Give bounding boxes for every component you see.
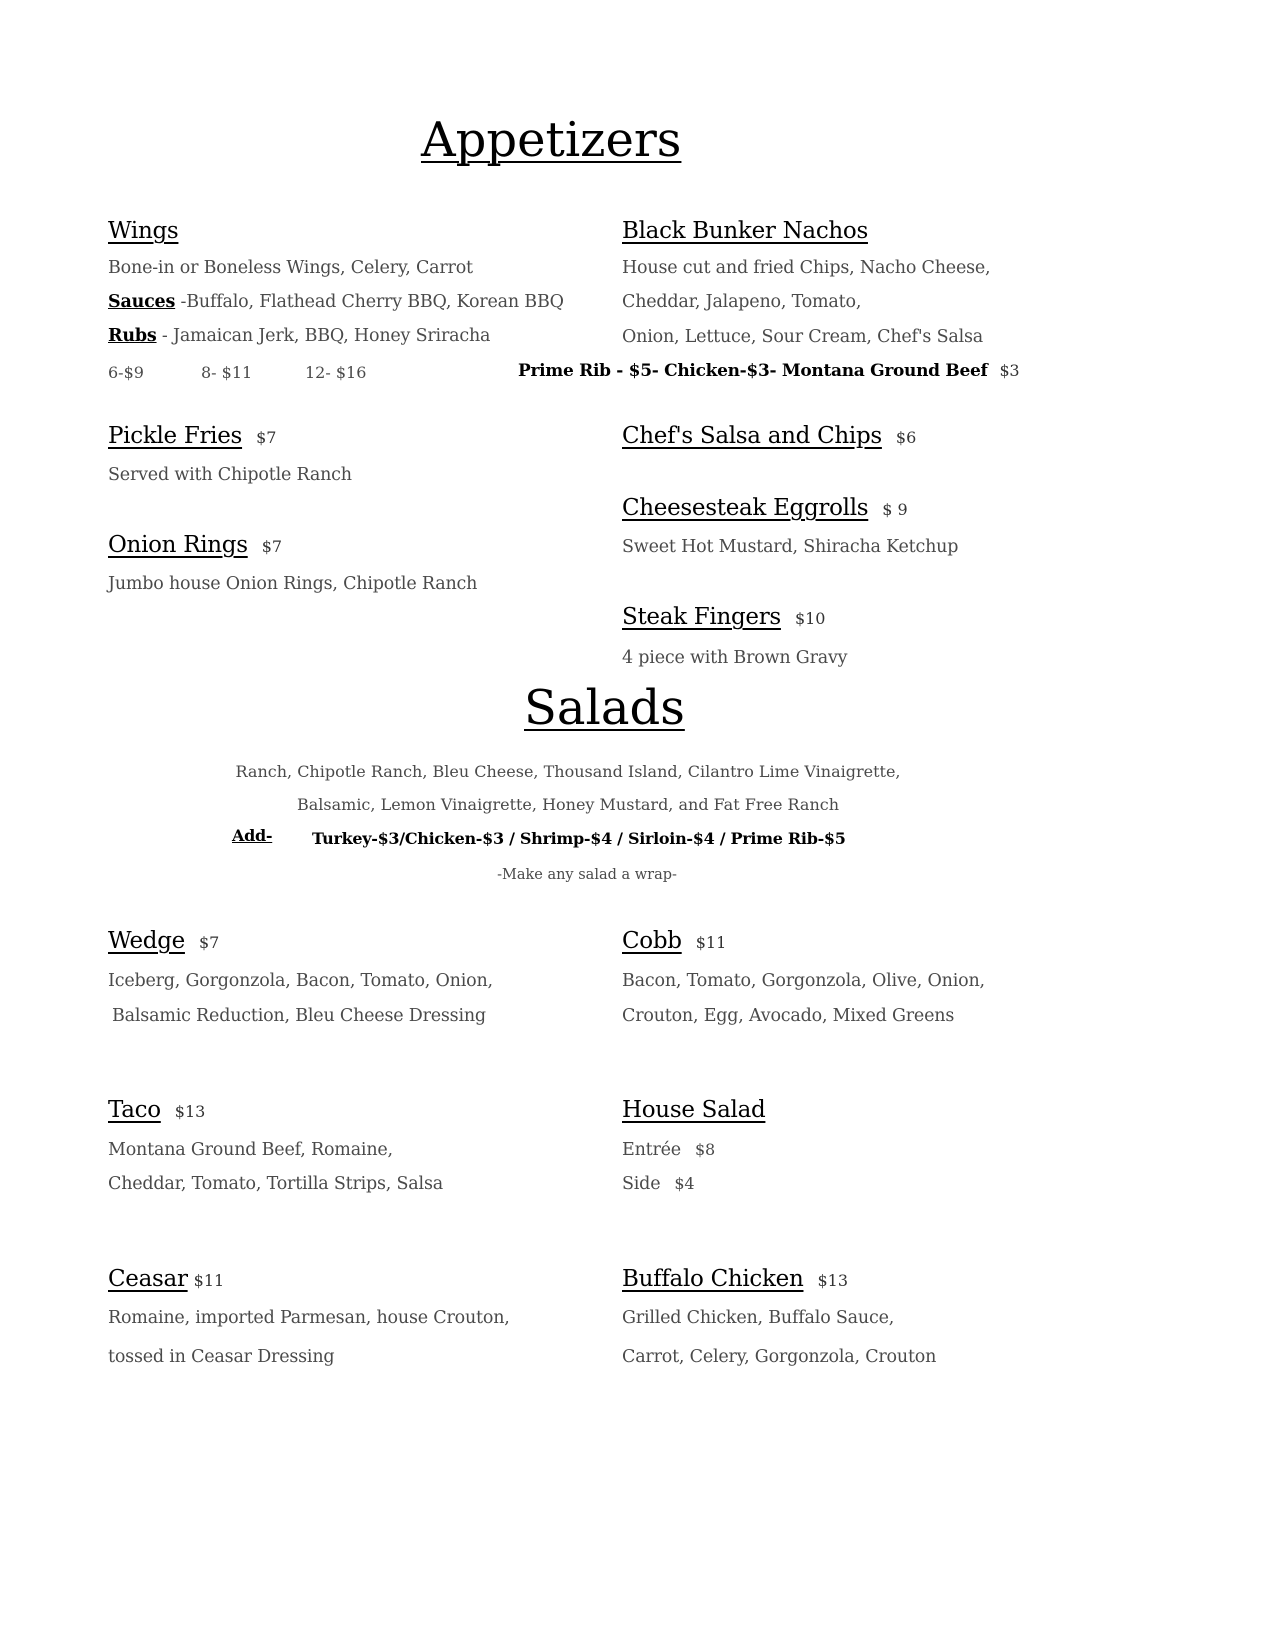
onion-rings-title: Onion Rings <box>108 532 248 558</box>
buffalo-header <box>622 1266 848 1292</box>
rubs-label: Rubs <box>108 326 157 346</box>
ceasar-line-2: tossed in Ceasar Dressing <box>108 1347 335 1367</box>
pickle-fries-title: Pickle Fries <box>108 423 243 449</box>
onion-rings-description: Jumbo house Onion Rings, Chipotle Ranch <box>108 574 478 594</box>
eggrolls-header <box>622 495 908 521</box>
wings-price-8: 8- $11 <box>201 363 253 382</box>
steak-fingers-price: $10 <box>794 609 826 628</box>
nachos-addons <box>518 361 1019 381</box>
steak-fingers-header <box>622 604 825 630</box>
nachos-addons-price: $3 <box>999 361 1020 380</box>
cobb-line-1: Bacon, Tomato, Gorgonzola, Olive, Onion, <box>622 971 985 991</box>
house-entree-label: Entrée <box>622 1140 681 1160</box>
steak-fingers-title: Steak Fingers <box>622 604 781 630</box>
wedge-price: $7 <box>198 933 220 952</box>
taco-title: Taco <box>108 1097 161 1123</box>
eggrolls-description: Sweet Hot Mustard, Shiracha Ketchup <box>622 537 959 557</box>
buffalo-price: $13 <box>817 1271 849 1290</box>
onion-rings-price: $7 <box>261 537 283 556</box>
pickle-fries-header <box>108 423 276 449</box>
nachos-line-1: House cut and fried Chips, Nacho Cheese, <box>622 258 991 278</box>
salsa-chips-header <box>622 423 916 449</box>
nachos-line-2: Cheddar, Jalapeno, Tomato, <box>622 292 862 312</box>
house-side <box>622 1174 694 1194</box>
house-salad-title: House Salad <box>622 1097 766 1123</box>
house-entree <box>622 1140 715 1160</box>
add-options: Turkey-$3/Chicken-$3 / Shrimp-$4 / Sirloin-$4 / Prime Rib-$5 <box>312 829 846 848</box>
steak-fingers-description: 4 piece with Brown Gravy <box>622 648 848 668</box>
house-side-price: $4 <box>674 1174 695 1193</box>
taco-line-2: Cheddar, Tomato, Tortilla Strips, Salsa <box>108 1174 443 1194</box>
ceasar-title: Ceasar <box>108 1266 188 1292</box>
sauces-label: Sauces <box>108 292 176 312</box>
buffalo-line-1: Grilled Chicken, Buffalo Sauce, <box>622 1308 895 1328</box>
buffalo-line-2: Carrot, Celery, Gorgonzola, Crouton <box>622 1347 937 1367</box>
wings-sauces-line <box>108 292 564 312</box>
wings-description: Bone-in or Boneless Wings, Celery, Carrot <box>108 258 473 278</box>
ceasar-header <box>108 1266 224 1292</box>
ceasar-line-1: Romaine, imported Parmesan, house Crouton, <box>108 1308 510 1328</box>
add-label: Add- <box>232 826 273 845</box>
nachos-title: Black Bunker Nachos <box>622 218 868 244</box>
dressings-line-1: Ranch, Chipotle Ranch, Bleu Cheese, Thousand Island, Cilantro Lime Vinaigrette, <box>235 762 901 781</box>
sauces-text: -Buffalo, Flathead Cherry BBQ, Korean BBQ <box>175 292 564 312</box>
cobb-price: $11 <box>695 933 727 952</box>
ceasar-price: $11 <box>193 1271 225 1290</box>
eggrolls-title: Cheesesteak Eggrolls <box>622 495 869 521</box>
taco-line-1: Montana Ground Beef, Romaine, <box>108 1140 393 1160</box>
wings-title: Wings <box>108 218 179 244</box>
nachos-addons-text: Prime Rib - $5- Chicken-$3- Montana Ground Beef <box>518 361 988 381</box>
onion-rings-header <box>108 532 282 558</box>
salads-heading: Salads <box>524 680 685 736</box>
pickle-fries-price: $7 <box>256 428 277 447</box>
buffalo-title: Buffalo Chicken <box>622 1266 804 1292</box>
wedge-line-1: Iceberg, Gorgonzola, Bacon, Tomato, Onion, <box>108 971 493 991</box>
pickle-fries-description: Served with Chipotle Ranch <box>108 465 352 485</box>
wedge-header <box>108 928 219 954</box>
wings-price-12: 12- $16 <box>305 363 367 382</box>
cobb-header <box>622 928 726 954</box>
house-entree-price: $8 <box>694 1140 715 1159</box>
salsa-chips-title: Chef's Salsa and Chips <box>622 423 882 449</box>
salsa-chips-price: $6 <box>895 428 917 447</box>
wings-price-6: 6-$9 <box>108 363 144 382</box>
taco-price: $13 <box>174 1102 206 1121</box>
wrap-note: -Make any salad a wrap- <box>497 867 677 883</box>
taco-header <box>108 1097 205 1123</box>
wedge-line-2: Balsamic Reduction, Bleu Cheese Dressing <box>112 1006 486 1026</box>
house-side-label: Side <box>622 1174 661 1194</box>
wings-rubs-line <box>108 326 490 346</box>
wedge-title: Wedge <box>108 928 185 954</box>
dressings-line-2: Balsamic, Lemon Vinaigrette, Honey Mustard, and Fat Free Ranch <box>296 795 840 814</box>
eggrolls-price: $ 9 <box>882 500 908 519</box>
cobb-line-2: Crouton, Egg, Avocado, Mixed Greens <box>622 1006 955 1026</box>
rubs-text: - Jamaican Jerk, BBQ, Honey Sriracha <box>156 326 491 346</box>
cobb-title: Cobb <box>622 928 682 954</box>
appetizers-heading: Appetizers <box>421 112 682 168</box>
nachos-line-3: Onion, Lettuce, Sour Cream, Chef's Salsa <box>622 327 984 347</box>
